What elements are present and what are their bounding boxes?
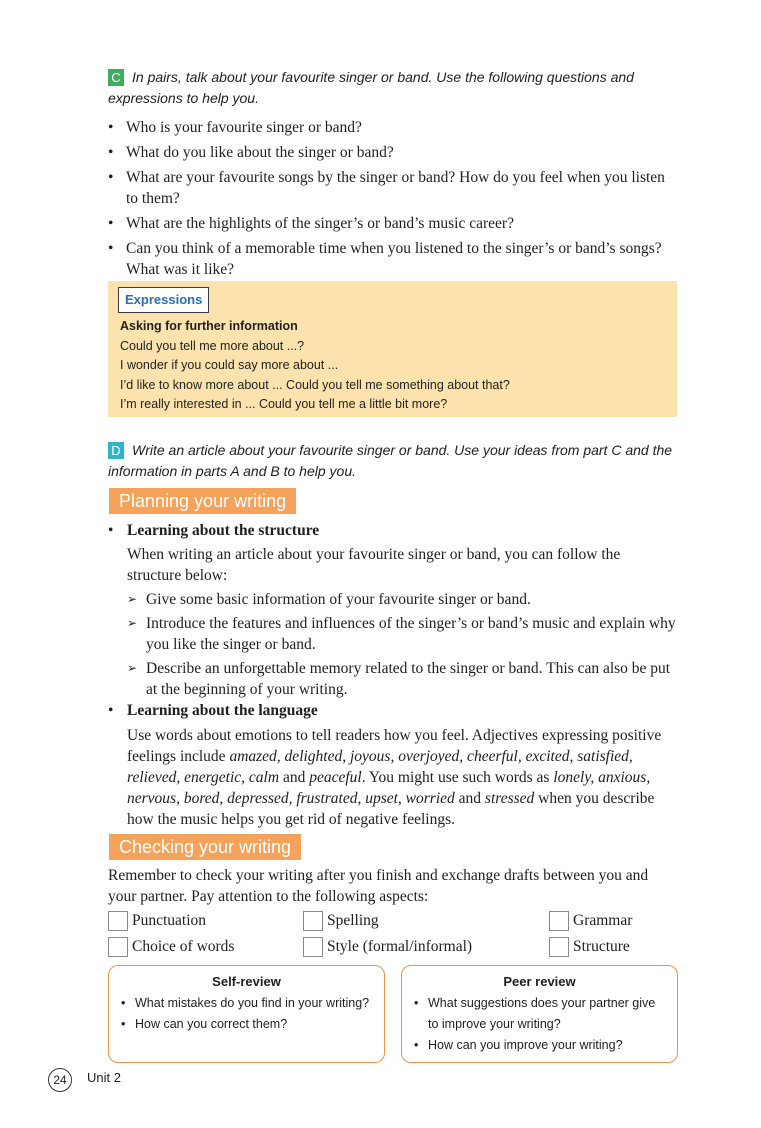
checking-heading: Checking your writing (109, 834, 301, 860)
list-item: • What mistakes do you find in your writing? (121, 993, 374, 1014)
checkbox-spelling[interactable]: Spelling (303, 910, 379, 931)
peer-review-box (401, 965, 678, 1063)
list-item: • What are the highlights of the singer’s or band’s music career? (108, 213, 678, 234)
list-item: • Who is your favourite singer or band? (108, 117, 678, 138)
checkbox-icon[interactable] (108, 911, 128, 931)
checkbox-icon[interactable] (303, 911, 323, 931)
list-item: • Can you think of a memorable time when you listened to the singer’s or band’s songs? What was it like? (108, 238, 678, 280)
section-c-instruction: C In pairs, talk about your favourite singer or band. Use the following questions and expressions to help you. (108, 69, 634, 106)
list-item: ➢ Give some basic information of your favourite singer or band. (127, 589, 679, 610)
unit-label: Unit 2 (87, 1070, 121, 1085)
section-c-badge: C (108, 69, 124, 86)
checkbox-structure[interactable]: Structure (549, 936, 630, 957)
self-review-box (108, 965, 385, 1063)
expression-line: I’d like to know more about ... Could you tell me something about that? (120, 377, 510, 392)
checking-intro: Remember to check your writing after you finish and exchange drafts between you and your partner. Pay attention to the following aspects: (108, 867, 649, 905)
expressions-box (108, 281, 677, 417)
checkbox-style[interactable]: Style (formal/informal) (303, 936, 472, 957)
structure-intro: When writing an article about your favourite singer or band, you can follow the structure below: (127, 546, 621, 584)
self-review-list (109, 993, 384, 1035)
section-d-instruction: D Write an article about your favourite singer or band. Use your ideas from part C and the information in parts A and B to help you. (108, 442, 673, 479)
list-item: • What are your favourite songs by the singer or band? How do you feel when you listen to them? (108, 167, 678, 209)
list-item: • What suggestions does your partner give to improve your writing? (414, 993, 667, 1035)
list-item: • What do you like about the singer or band? (108, 142, 678, 163)
checkbox-grammar[interactable]: Grammar (549, 910, 632, 931)
discussion-questions (108, 117, 678, 284)
list-item: ➢ Introduce the features and influences of the singer’s or band’s music and explain why you like the singer or band. (127, 613, 679, 655)
planning-heading: Planning your writing (109, 488, 296, 514)
page-number: 24 (48, 1068, 72, 1092)
language-text: Use words about emotions to tell readers how you feel. Adjectives expressing positive feelings include amazed, delighted, joyous, overjoyed, cheerful, excited, satisfied, relieved, energetic, calm and peaceful. You might use such words as lonely, anxious, nervous, bored, depressed, frustrated, upset, worried and stressed when you describe how the music helps you get rid of negative feelings. (127, 727, 662, 828)
structure-list (127, 589, 679, 703)
language-title: • Learning about the language (108, 700, 318, 721)
structure-title: • Learning about the structure (108, 520, 319, 541)
expression-line: Could you tell me more about ...? (120, 338, 305, 353)
section-d-badge: D (108, 442, 124, 459)
checkbox-icon[interactable] (303, 937, 323, 957)
peer-review-title: Peer review (503, 974, 576, 989)
checkbox-icon[interactable] (549, 911, 569, 931)
list-item: • How can you improve your writing? (414, 1035, 667, 1056)
expressions-tag: Expressions (118, 287, 209, 313)
list-item: ➢ Describe an unforgettable memory related to the singer or band. This can also be put at the beginning of your writing. (127, 658, 679, 700)
expression-line: I wonder if you could say more about ... (120, 358, 339, 372)
checkbox-punctuation[interactable]: Punctuation (108, 910, 206, 931)
list-item: • How can you correct them? (121, 1014, 374, 1035)
checkbox-icon[interactable] (108, 937, 128, 957)
checkbox-icon[interactable] (549, 937, 569, 957)
expression-line: I’m really interested in ... Could you tell me a little bit more? (120, 397, 448, 411)
peer-review-list (402, 993, 677, 1056)
expressions-list (120, 317, 510, 415)
self-review-title: Self-review (212, 974, 281, 989)
checkbox-choice-of-words[interactable]: Choice of words (108, 936, 234, 957)
expressions-heading: Asking for further information (120, 319, 298, 333)
